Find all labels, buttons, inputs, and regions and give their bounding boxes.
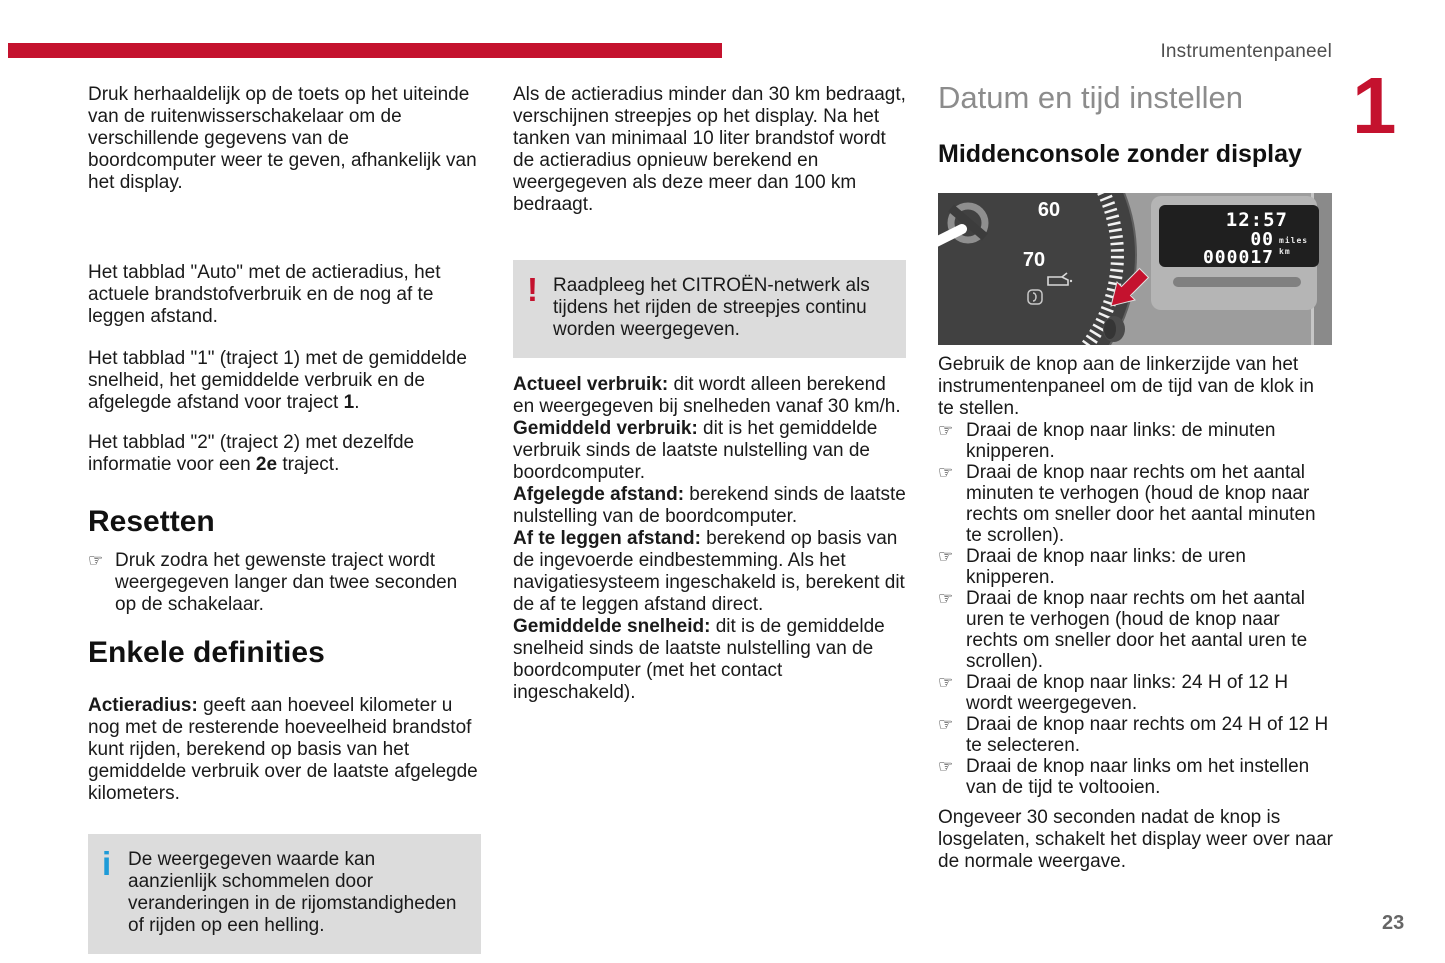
lcd-odo-unit: km <box>1279 247 1291 256</box>
bezel-slot <box>1173 277 1301 287</box>
column-middle <box>513 84 906 704</box>
definition-term: Actueel verbruik: <box>513 374 669 395</box>
pointing-hand-icon: ☞ <box>938 463 954 482</box>
warning-icon: ! <box>527 271 538 308</box>
heading-resetten: Resetten <box>88 505 215 538</box>
definition-actieradius <box>88 695 481 805</box>
bold-text: 2e <box>255 454 278 475</box>
definition-desc: dit is het gemiddelde verbruik sinds de laatste nulstelling van de boordcomputer. <box>513 418 878 483</box>
pointing-hand-icon: ☞ <box>938 757 954 776</box>
gauge-label-60: 60 <box>1037 199 1061 221</box>
definition-term: Gemiddeld verbruik: <box>513 418 698 439</box>
definition-desc: geeft aan hoeveel kilometer u nog met de resterende hoeveelheid brandstof kunt rijden, berekend op basis van het gemiddelde verbruik over de laatste afgelegde kilometers. <box>88 695 478 804</box>
definition-term: Actieradius: <box>88 695 198 716</box>
instruction-text: Draai de knop naar links: 24 H of 12 H wordt weergegeven. <box>966 672 1289 714</box>
adjustment-knob <box>1103 316 1125 342</box>
instrument-panel-illustration <box>938 193 1332 345</box>
warning-box <box>513 260 906 358</box>
gauge-label-70: 70 <box>1022 249 1046 271</box>
definition <box>513 528 906 616</box>
info-icon: i <box>102 845 112 882</box>
column-right <box>938 80 1333 873</box>
instruction-text: Draai de knop naar links: de uren knipperen. <box>966 546 1246 588</box>
definition <box>513 374 906 418</box>
instruction-step <box>938 714 1333 756</box>
paragraph-tab-2 <box>88 432 481 476</box>
definition-desc: berekend op basis van de ingevoerde eindbestemming. Als het navigatiesysteem ingeschakeld is, berekent dit de af te leggen afstand direct. <box>513 528 905 615</box>
chapter-number: 1 <box>1352 61 1397 150</box>
page-number: 23 <box>1382 912 1405 934</box>
bold-text: 1 <box>343 392 355 413</box>
instruction-text: Draai de knop naar rechts om 24 H of 12 H te selecteren. <box>966 714 1329 756</box>
running-header: Instrumentenpaneel <box>1160 41 1332 62</box>
definition-term: Af te leggen afstand: <box>513 528 701 549</box>
instruction-list <box>938 420 1333 798</box>
instruction-step <box>938 462 1333 546</box>
paragraph-text: traject. <box>277 454 340 475</box>
heading-definities: Enkele definities <box>88 636 325 669</box>
lcd-trip-unit: miles <box>1279 236 1309 245</box>
definition-desc: dit wordt alleen berekend en weergegeven bij snelheden vanaf 30 km/h. <box>513 374 901 417</box>
pointing-hand-icon: ☞ <box>88 551 104 570</box>
lcd-clock: 12:57 <box>1225 209 1288 231</box>
info-box <box>88 834 481 954</box>
paragraph-tab-1 <box>88 348 481 414</box>
definition-desc: dit is de gemiddelde snelheid sinds de laatste nulstelling van de boordcomputer (met het contact ingeschakeld). <box>513 616 885 703</box>
section-title: Datum en tijd instellen <box>938 80 1243 115</box>
definition <box>513 418 906 484</box>
instruction-text: Draai de knop naar rechts om het aantal uren te verhogen (houd de knop naar rechts om sneller door het aantal uren te scrollen). <box>966 588 1308 672</box>
instruction-text: Druk zodra het gewenste traject wordt weergegeven langer dan twee seconden op de schakelaar. <box>115 550 458 615</box>
column-left <box>88 84 481 954</box>
paragraph-text: Het tabblad "1" (traject 1) met de gemiddelde snelheid, het gemiddelde verbruik en de afgelegde afstand voor traject <box>88 348 467 413</box>
instruction-text: Draai de knop naar links om het instellen van de tijd te voltooien. <box>966 756 1310 798</box>
paragraph-wiper-button: Druk herhaaldelijk op de toets op het uiteinde van de ruitenwisserschakelaar om de verschillende gegevens van de boordcomputer weer te geven, afhankelijk van het display. <box>88 84 477 193</box>
lcd-odo-value: 000017 <box>1202 247 1274 268</box>
instruction-text: Draai de knop naar rechts om het aantal minuten te verhogen (houd de knop naar rechts om sneller door het aantal minuten te scrollen). <box>966 462 1316 546</box>
instruction-step <box>938 588 1333 672</box>
instruction-text: Draai de knop naar links: de minuten knipperen. <box>966 420 1276 462</box>
pointing-hand-icon: ☞ <box>938 589 954 608</box>
paragraph-tab-auto: Het tabblad "Auto" met de actieradius, het actuele brandstofverbruik en de nog af te leggen afstand. <box>88 262 441 327</box>
instruction-step <box>88 550 481 616</box>
definition-term: Afgelegde afstand: <box>513 484 685 505</box>
info-note-text: De weergegeven waarde kan aanzienlijk schommelen door veranderingen in de rijomstandigheden of rijden op een helling. <box>128 849 457 936</box>
paragraph-actieradius-range: Als de actieradius minder dan 30 km bedraagt, verschijnen streepjes op het display. Na het tanken van minimaal 10 liter brandstof wordt de actieradius opnieuw berekend en weergegeven als deze meer dan 100 km bedraagt. <box>513 84 906 215</box>
pointing-hand-icon: ☞ <box>938 673 954 692</box>
instruction-step <box>938 546 1333 588</box>
definition <box>513 484 906 528</box>
instruction-step <box>938 672 1333 714</box>
subsection-title: Middenconsole zonder display <box>938 140 1302 168</box>
definitions-block <box>513 374 906 704</box>
instruction-step <box>938 420 1333 462</box>
paragraph-intro: Gebruik de knop aan de linkerzijde van het instrumentenpaneel om de tijd van de klok in te stellen. <box>938 354 1315 419</box>
warning-note-text: Raadpleeg het CITROËN-netwerk als tijdens het rijden de streepjes continu worden weergegeven. <box>553 275 870 340</box>
pointing-hand-icon: ☞ <box>938 715 954 734</box>
paragraph-outro: Ongeveer 30 seconden nadat de knop is losgelaten, schakelt het display weer over naar de normale weergave. <box>938 807 1334 872</box>
top-red-rule <box>8 43 722 58</box>
definition-desc: berekend sinds de laatste nulstelling van de boordcomputer. <box>513 484 906 527</box>
paragraph-text: . <box>354 392 360 413</box>
lcd-trip-value: 00 <box>1250 229 1274 250</box>
paragraph-text: Het tabblad "2" (traject 2) met dezelfde informatie voor een <box>88 432 415 475</box>
definition <box>513 616 906 704</box>
instrument-panel-image <box>938 193 1332 345</box>
pointing-hand-icon: ☞ <box>938 421 954 440</box>
definition-term: Gemiddelde snelheid: <box>513 616 711 637</box>
instruction-step <box>938 756 1333 798</box>
pointing-hand-icon: ☞ <box>938 547 954 566</box>
